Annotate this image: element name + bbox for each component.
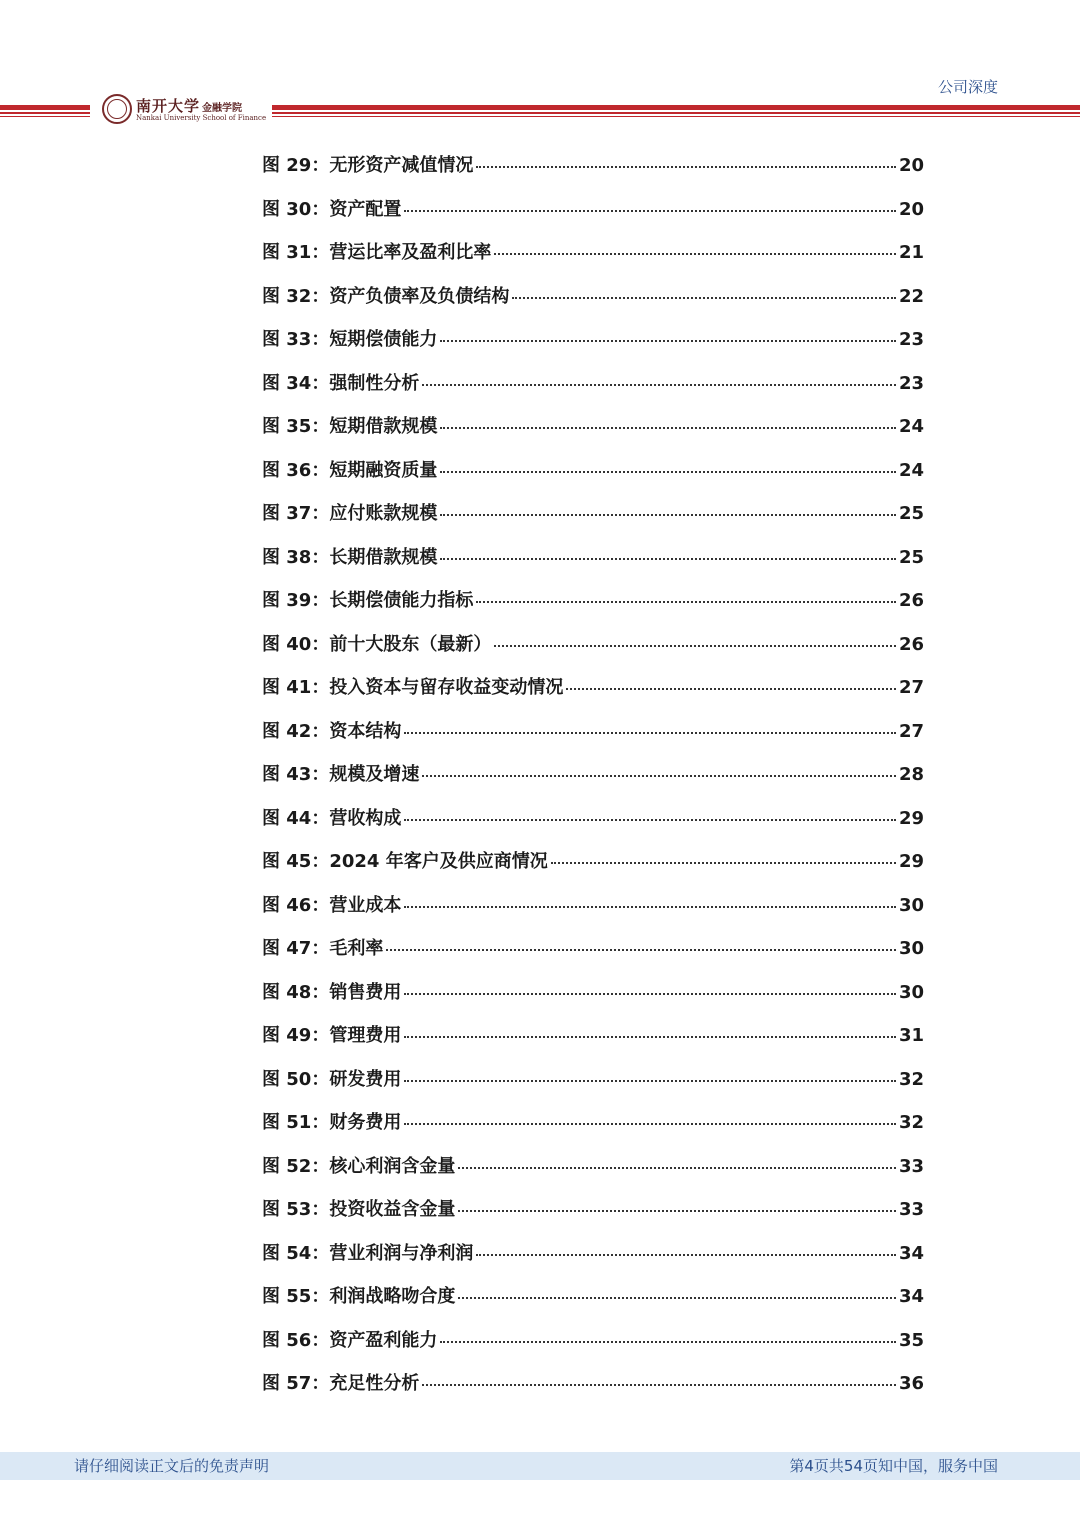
toc-entry-title: 资产配置	[329, 198, 402, 220]
toc-entry-title: 短期融资质量	[329, 459, 438, 481]
toc-entry-title: 资本结构	[329, 720, 402, 742]
toc-entry-title: 2024 年客户及供应商情况	[329, 851, 548, 872]
toc-entry-page: 27	[898, 720, 924, 742]
header-band-right	[272, 100, 1080, 124]
toc-entry-leader	[551, 862, 896, 864]
toc-entry-label: 图 32：	[262, 285, 330, 307]
toc-entry-page: 35	[898, 1329, 924, 1351]
header-band-left	[0, 100, 90, 124]
toc-entry-page: 32	[898, 1112, 924, 1133]
toc-entry-leader	[458, 1210, 896, 1212]
toc-entry-label: 图 52：	[262, 1155, 330, 1177]
university-logo	[102, 94, 267, 126]
toc-entry[interactable]	[262, 710, 924, 754]
toc-entry[interactable]	[262, 971, 924, 1015]
toc-entry-leader	[404, 906, 896, 908]
toc-entry[interactable]	[262, 318, 924, 362]
toc-entry[interactable]	[262, 666, 924, 710]
toc-entry[interactable]	[262, 405, 924, 449]
toc-entry-title: 强制性分析	[329, 372, 420, 394]
toc-entry-page: 24	[898, 459, 924, 481]
toc-entry-leader	[404, 819, 896, 821]
toc-entry-leader	[494, 645, 896, 647]
toc-entry[interactable]	[262, 1145, 924, 1189]
toc-entry[interactable]	[262, 231, 924, 275]
toc-entry[interactable]	[262, 188, 924, 232]
toc-entry-page: 36	[898, 1373, 924, 1394]
toc-entry[interactable]	[262, 449, 924, 493]
toc-entry-label: 图 43：	[262, 764, 330, 785]
toc-entry-label: 图 42：	[262, 720, 330, 742]
toc-entry-page: 23	[898, 372, 924, 394]
toc-entry[interactable]	[262, 1188, 924, 1232]
footer-disclaimer[interactable]: 请仔细阅读正文后的免责声明	[74, 1457, 270, 1475]
toc-entry-page: 29	[898, 851, 924, 872]
toc-entry-label: 图 44：	[262, 807, 330, 829]
toc-entry[interactable]	[262, 753, 924, 797]
toc-entry-leader	[386, 949, 896, 951]
toc-entry-leader	[512, 297, 896, 299]
logo-subtitle: Nankai University School of Finance	[136, 114, 267, 122]
toc-entry-leader	[404, 993, 896, 995]
toc-entry-title: 投入资本与留存收益变动情况	[329, 677, 564, 698]
toc-entry-leader	[404, 732, 896, 734]
toc-entry-leader	[422, 775, 896, 777]
toc-entry-label: 图 48：	[262, 981, 330, 1003]
toc-entry-title: 资产盈利能力	[329, 1329, 438, 1351]
toc-entry-leader	[440, 471, 896, 473]
toc-entry-page: 25	[898, 503, 924, 524]
toc-entry-title: 销售费用	[329, 981, 402, 1003]
toc-entry-page: 32	[898, 1068, 924, 1090]
toc-entry-title: 前十大股东（最新）	[329, 633, 492, 655]
toc-entry-title: 利润战略吻合度	[329, 1286, 456, 1307]
toc-entry-label: 图 34：	[262, 372, 330, 394]
toc-entry[interactable]	[262, 536, 924, 580]
toc-entry-title: 管理费用	[329, 1025, 402, 1046]
document-type: 公司深度	[937, 78, 998, 96]
toc-entry[interactable]	[262, 623, 924, 667]
toc-entry[interactable]	[262, 1058, 924, 1102]
toc-entry-label: 图 35：	[262, 416, 330, 437]
toc-entry[interactable]	[262, 1232, 924, 1276]
toc-entry[interactable]	[262, 927, 924, 971]
toc-entry-title: 长期偿债能力指标	[329, 590, 474, 611]
toc-entry-page: 22	[898, 285, 924, 307]
toc-entry-title: 营收构成	[329, 807, 402, 829]
toc-entry-label: 图 50：	[262, 1068, 330, 1090]
toc-entry-leader	[476, 166, 896, 168]
footer-bar	[0, 1452, 1080, 1480]
toc-entry-label: 图 38：	[262, 546, 330, 568]
toc-entry-leader	[440, 340, 896, 342]
toc-entry[interactable]	[262, 797, 924, 841]
toc-entry-title: 短期偿债能力	[329, 329, 438, 350]
toc-entry-label: 图 30：	[262, 198, 330, 220]
toc-entry-label: 图 46：	[262, 894, 330, 916]
toc-entry-title: 营运比率及盈利比率	[329, 242, 492, 263]
toc-entry-page: 20	[898, 155, 924, 176]
toc-entry-page: 21	[898, 242, 924, 263]
toc-entry[interactable]	[262, 840, 924, 884]
toc-entry-label: 图 45：	[262, 851, 330, 872]
toc-entry-title: 规模及增速	[329, 764, 420, 785]
toc-entry-page: 31	[898, 1025, 924, 1046]
toc-entry-title: 长期借款规模	[329, 546, 438, 568]
toc-entry-leader	[422, 384, 896, 386]
toc-entry-label: 图 36：	[262, 459, 330, 481]
toc-entry[interactable]	[262, 1014, 924, 1058]
toc-entry-leader	[404, 210, 896, 212]
toc-entry-title: 充足性分析	[329, 1373, 420, 1394]
toc-entry-label: 图 56：	[262, 1329, 330, 1351]
toc-entry-label: 图 33：	[262, 329, 330, 350]
toc-entry-label: 图 47：	[262, 938, 330, 959]
toc-entry-leader	[440, 1341, 896, 1343]
toc-entry-page: 20	[898, 198, 924, 220]
logo-name: 南开大学	[136, 97, 201, 115]
toc-entry-leader	[494, 253, 896, 255]
toc-entry-page: 26	[898, 633, 924, 655]
toc-entry[interactable]	[262, 492, 924, 536]
toc-entry-leader	[404, 1123, 896, 1125]
toc-entry-page: 28	[898, 764, 924, 785]
toc-entry[interactable]	[262, 1362, 924, 1406]
toc-entry-title: 营业成本	[329, 894, 402, 916]
toc-entry-page: 29	[898, 807, 924, 829]
toc-entry-title: 无形资产减值情况	[329, 155, 474, 176]
toc-entry-leader	[440, 558, 896, 560]
toc-entry-leader	[404, 1080, 896, 1082]
toc-entry-page: 30	[898, 981, 924, 1003]
toc-entry-leader	[440, 514, 896, 516]
toc-entry-label: 图 40：	[262, 633, 330, 655]
toc-entry-label: 图 29：	[262, 155, 330, 176]
toc-entry-label: 图 39：	[262, 590, 330, 611]
toc-entry-label: 图 57：	[262, 1373, 330, 1394]
toc-entry-label: 图 54：	[262, 1242, 330, 1264]
toc-entry-page: 34	[898, 1242, 924, 1264]
toc-entry-page: 30	[898, 894, 924, 916]
toc-entry-label: 图 49：	[262, 1025, 330, 1046]
toc-entry-page: 27	[898, 677, 924, 698]
toc-entry[interactable]	[262, 275, 924, 319]
toc-entry-title: 资产负债率及负债结构	[329, 285, 510, 307]
toc-entry[interactable]	[262, 1275, 924, 1319]
toc-entry-leader	[440, 427, 896, 429]
toc-entry-page: 33	[898, 1199, 924, 1220]
toc-entry-leader	[458, 1297, 896, 1299]
toc-entry-page: 33	[898, 1155, 924, 1177]
toc-entry-title: 投资收益含金量	[329, 1199, 456, 1220]
toc-entry-page: 23	[898, 329, 924, 350]
toc-entry-title: 短期借款规模	[329, 416, 438, 437]
toc-entry-leader	[566, 688, 896, 690]
toc-entry[interactable]	[262, 579, 924, 623]
footer-page-info: 第4页共54页知中国，服务中国	[789, 1457, 998, 1475]
toc-entry-leader	[458, 1167, 896, 1169]
toc-entry-title: 毛利率	[329, 938, 384, 959]
toc-entry-title: 应付账款规模	[329, 503, 438, 524]
toc-entry-label: 图 37：	[262, 503, 330, 524]
toc-entry-label: 图 53：	[262, 1199, 330, 1220]
toc-entry-page: 30	[898, 938, 924, 959]
toc-entry-label: 图 31：	[262, 242, 330, 263]
toc-entry-label: 图 55：	[262, 1286, 330, 1307]
toc-entry[interactable]	[262, 144, 924, 188]
toc-entry-title: 财务费用	[329, 1112, 402, 1133]
toc-entry-title: 核心利润含金量	[329, 1155, 456, 1177]
toc-entry-page: 34	[898, 1286, 924, 1307]
toc-entry[interactable]	[262, 362, 924, 406]
toc-entry-leader	[476, 601, 896, 603]
toc-entry-page: 26	[898, 590, 924, 611]
toc-entry-label: 图 51：	[262, 1112, 330, 1133]
toc-entry-leader	[476, 1254, 896, 1256]
toc-entry-leader	[404, 1036, 896, 1038]
seal-icon	[102, 94, 132, 124]
toc-entry[interactable]	[262, 1319, 924, 1363]
toc-entry-title: 研发费用	[329, 1068, 402, 1090]
toc-entry-label: 图 41：	[262, 677, 330, 698]
table-of-figures	[262, 144, 924, 1406]
toc-entry-title: 营业利润与净利润	[329, 1242, 474, 1264]
toc-entry[interactable]	[262, 884, 924, 928]
logo-school: 金融学院	[202, 103, 242, 114]
toc-entry[interactable]	[262, 1101, 924, 1145]
toc-entry-page: 25	[898, 546, 924, 568]
toc-entry-page: 24	[898, 416, 924, 437]
toc-entry-leader	[422, 1384, 896, 1386]
